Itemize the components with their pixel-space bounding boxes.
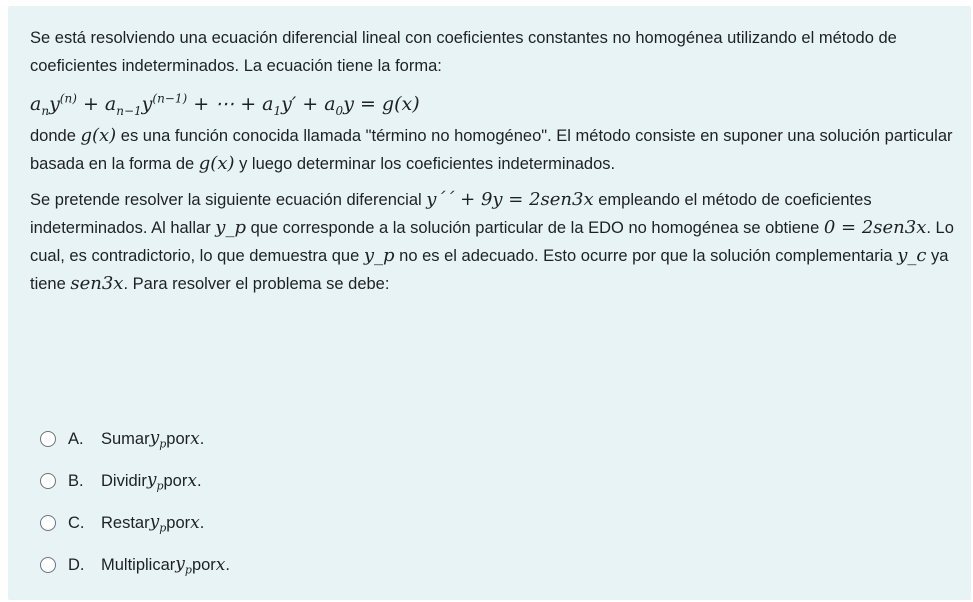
option-text: Sumar	[101, 429, 150, 448]
radio-button[interactable]	[40, 557, 56, 573]
text-segment: Se pretende resolver la siguiente ecuación diferencial	[30, 191, 427, 209]
math-yp: y_p	[215, 217, 246, 238]
option-math	[175, 554, 192, 576]
var-x: x	[215, 555, 226, 575]
text-segment: que corresponde a la solución particular de la EDO no homogénea se obtiene	[245, 219, 824, 237]
math-yp: y_p	[363, 245, 395, 266]
answer-options	[40, 418, 230, 586]
var-x: x	[190, 429, 200, 449]
option-c[interactable]	[40, 502, 230, 544]
general-formula: $a_ny^{(n)} + a_{n-1}y^{(n-1)}$ + ⋯ + $a_1y' + a_0y = g(x)$	[30, 92, 420, 119]
math-ode: y´´ + 9y = 2sen3x	[426, 189, 594, 210]
text-segment: empleando el método de coeficientes indeterminados. Al hallar	[30, 191, 872, 237]
option-letter: A.	[68, 429, 84, 448]
option-d[interactable]	[40, 544, 230, 586]
question-card	[8, 6, 971, 600]
option-text: por	[191, 555, 216, 574]
option-b[interactable]	[40, 460, 230, 502]
option-text: .	[199, 429, 205, 448]
option-text: Multiplicar	[101, 555, 176, 574]
option-text: Dividir	[101, 471, 147, 490]
math-yc: y_c	[897, 245, 927, 266]
option-text: .	[196, 471, 202, 490]
option-a[interactable]	[40, 418, 230, 460]
var-y: y	[149, 511, 160, 532]
question-text	[30, 24, 960, 298]
text-segment: ya tiene	[30, 247, 949, 293]
var-sub: p	[156, 479, 164, 493]
text-segment: y luego determinar los coeficientes indeterminados.	[234, 155, 616, 173]
var-y: y	[175, 553, 185, 574]
option-text: por	[166, 513, 191, 532]
var-y: y	[146, 469, 157, 490]
intro-paragraph: Se está resolviendo una ecuación diferencial lineal con coeficientes constantes no homogénea utilizando el método de coeficientes indeterminados. La ecuación tiene la forma:	[30, 29, 897, 75]
option-text: Restar	[101, 513, 150, 532]
option-math	[147, 470, 164, 492]
option-letter: D.	[68, 555, 85, 574]
option-letter: C.	[68, 513, 85, 532]
option-text: por	[166, 429, 191, 448]
option-letter: B.	[68, 471, 84, 490]
option-math	[150, 428, 167, 450]
text-segment: . Lo cual, es contradictorio, lo que demuestra que	[30, 219, 954, 265]
var-x: x	[187, 471, 197, 491]
math-sen: sen3x	[70, 273, 124, 294]
radio-button[interactable]	[40, 473, 56, 489]
var-sub: p	[159, 437, 167, 451]
option-text: .	[199, 513, 205, 532]
math-contradiction: 0 = 2sen3x	[823, 217, 927, 238]
math-gx: g(x)	[80, 125, 117, 146]
var-x: x	[190, 513, 200, 533]
var-sub: p	[159, 521, 167, 535]
text-segment: es una función conocida llamada "término no homogéneo". El método consiste en suponer una solución particular basada en la forma de	[30, 127, 953, 173]
text-segment: donde	[30, 127, 81, 145]
option-math	[150, 512, 167, 534]
var-y: y	[149, 427, 160, 448]
var-sub: p	[184, 563, 192, 577]
option-text: .	[225, 555, 230, 574]
problem-paragraph	[30, 186, 960, 298]
option-text: por	[163, 471, 188, 490]
text-segment: no es el adecuado. Esto ocurre por que la solución complementaria	[394, 247, 898, 265]
radio-button[interactable]	[40, 431, 56, 447]
radio-button[interactable]	[40, 515, 56, 531]
definition-paragraph	[30, 122, 960, 178]
math-gx: g(x)	[198, 153, 235, 174]
text-segment: . Para resolver el problema se debe:	[123, 275, 390, 293]
